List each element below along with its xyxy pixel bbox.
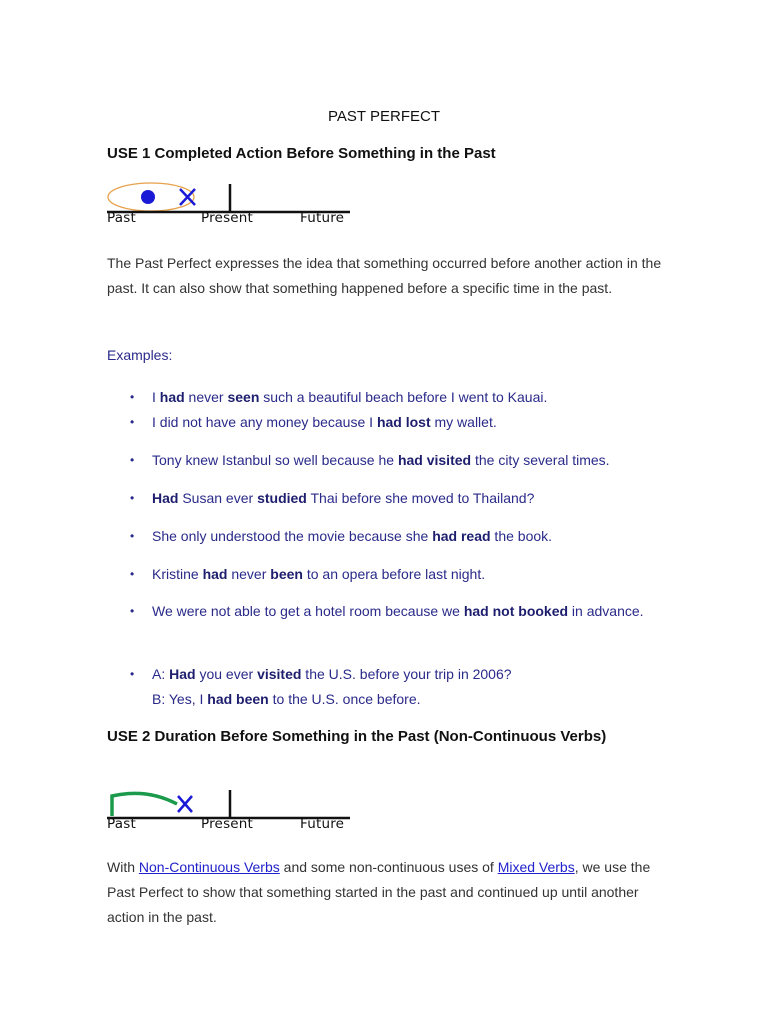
example-item [107, 599, 672, 624]
page-title: PAST PERFECT [328, 108, 440, 125]
timeline-label-present: Present [201, 210, 254, 226]
example-verb: seen [227, 389, 260, 405]
bullet-icon: • [130, 390, 135, 404]
bullet-icon: • [130, 491, 135, 505]
example-verb: had not booked [463, 603, 569, 619]
example-text: She only understood the movie because she [152, 528, 433, 544]
example-verb: Had [169, 666, 196, 682]
timeline-label-past: Past [107, 816, 136, 832]
example-text: A: [152, 666, 170, 682]
bullet-icon: • [130, 567, 135, 581]
past-action-dot [141, 190, 155, 204]
example-text: never [184, 389, 228, 405]
example-text: to an opera before last night. [302, 566, 486, 582]
example-verb: had [159, 389, 185, 405]
mixed-verbs-link[interactable]: Mixed Verbs [497, 859, 575, 875]
timeline-label-past: Past [107, 210, 136, 226]
example-item [107, 385, 672, 410]
use2-desc-text-3: , we use the Past Perfect to show that something started in the past and continued up until another action in the past. [107, 859, 651, 925]
bullet-icon: • [130, 667, 135, 681]
use2-description [107, 855, 662, 930]
use2-timeline [107, 786, 357, 836]
duration-arc [112, 793, 177, 816]
example-text: I [152, 389, 160, 405]
example-item [107, 562, 672, 587]
use1-heading: USE 1 Completed Action Before Something in the Past [107, 145, 496, 162]
example-text: the city several times. [471, 452, 610, 468]
example-text: never [227, 566, 271, 582]
timeline-label-present: Present [201, 816, 254, 832]
use1-description: The Past Perfect expresses the idea that something occurred before another action in the past. It can also show that something happened before a specific time in the past. [107, 255, 662, 296]
example-verb: studied [257, 490, 307, 506]
example-text: Tony knew Istanbul so well because he [152, 452, 398, 468]
example-text: such a beautiful beach before I went to Kauai. [259, 389, 548, 405]
example-text: We were not able to get a hotel room because we [152, 603, 464, 619]
example-verb: had been [207, 691, 269, 707]
example-verb: had visited [397, 452, 472, 468]
timeline-label-future: Future [300, 816, 345, 832]
use1-timeline [107, 180, 357, 230]
example-verb: had read [432, 528, 491, 544]
example-verb: had lost [376, 414, 431, 430]
example-text: B: Yes, I [152, 691, 208, 707]
bullet-icon: • [130, 415, 135, 429]
example-item [107, 410, 672, 435]
example-text: Thai before she moved to Thailand? [306, 490, 535, 506]
example-verb: had [202, 566, 228, 582]
example-item [107, 662, 672, 712]
timeline-label-future: Future [300, 210, 345, 226]
examples-label: Examples: [107, 347, 173, 363]
example-verb: Had [152, 490, 179, 506]
example-text: the U.S. before your trip in 2006? [301, 666, 512, 682]
example-item [107, 486, 672, 511]
example-item [107, 448, 672, 473]
example-text: Susan ever [178, 490, 258, 506]
example-text: I did not have any money because I [152, 414, 377, 430]
bullet-icon: • [130, 529, 135, 543]
non-continuous-verbs-link[interactable]: Non-Continuous Verbs [138, 859, 280, 875]
example-text: my wallet. [430, 414, 497, 430]
example-text: the book. [490, 528, 553, 544]
example-text: you ever [195, 666, 258, 682]
use2-desc-text-2: and some non-continuous uses of [279, 859, 498, 875]
example-text: Kristine [152, 566, 203, 582]
example-text: in advance. [568, 603, 644, 619]
bullet-icon: • [130, 453, 135, 467]
bullet-icon: • [130, 604, 135, 618]
example-text: to the U.S. once before. [268, 691, 421, 707]
use2-heading: USE 2 Duration Before Something in the Past (Non-Continuous Verbs) [107, 728, 607, 745]
example-item [107, 524, 672, 549]
example-verb: been [270, 566, 303, 582]
example-verb: visited [257, 666, 302, 682]
use2-desc-text-1: With [107, 859, 139, 875]
